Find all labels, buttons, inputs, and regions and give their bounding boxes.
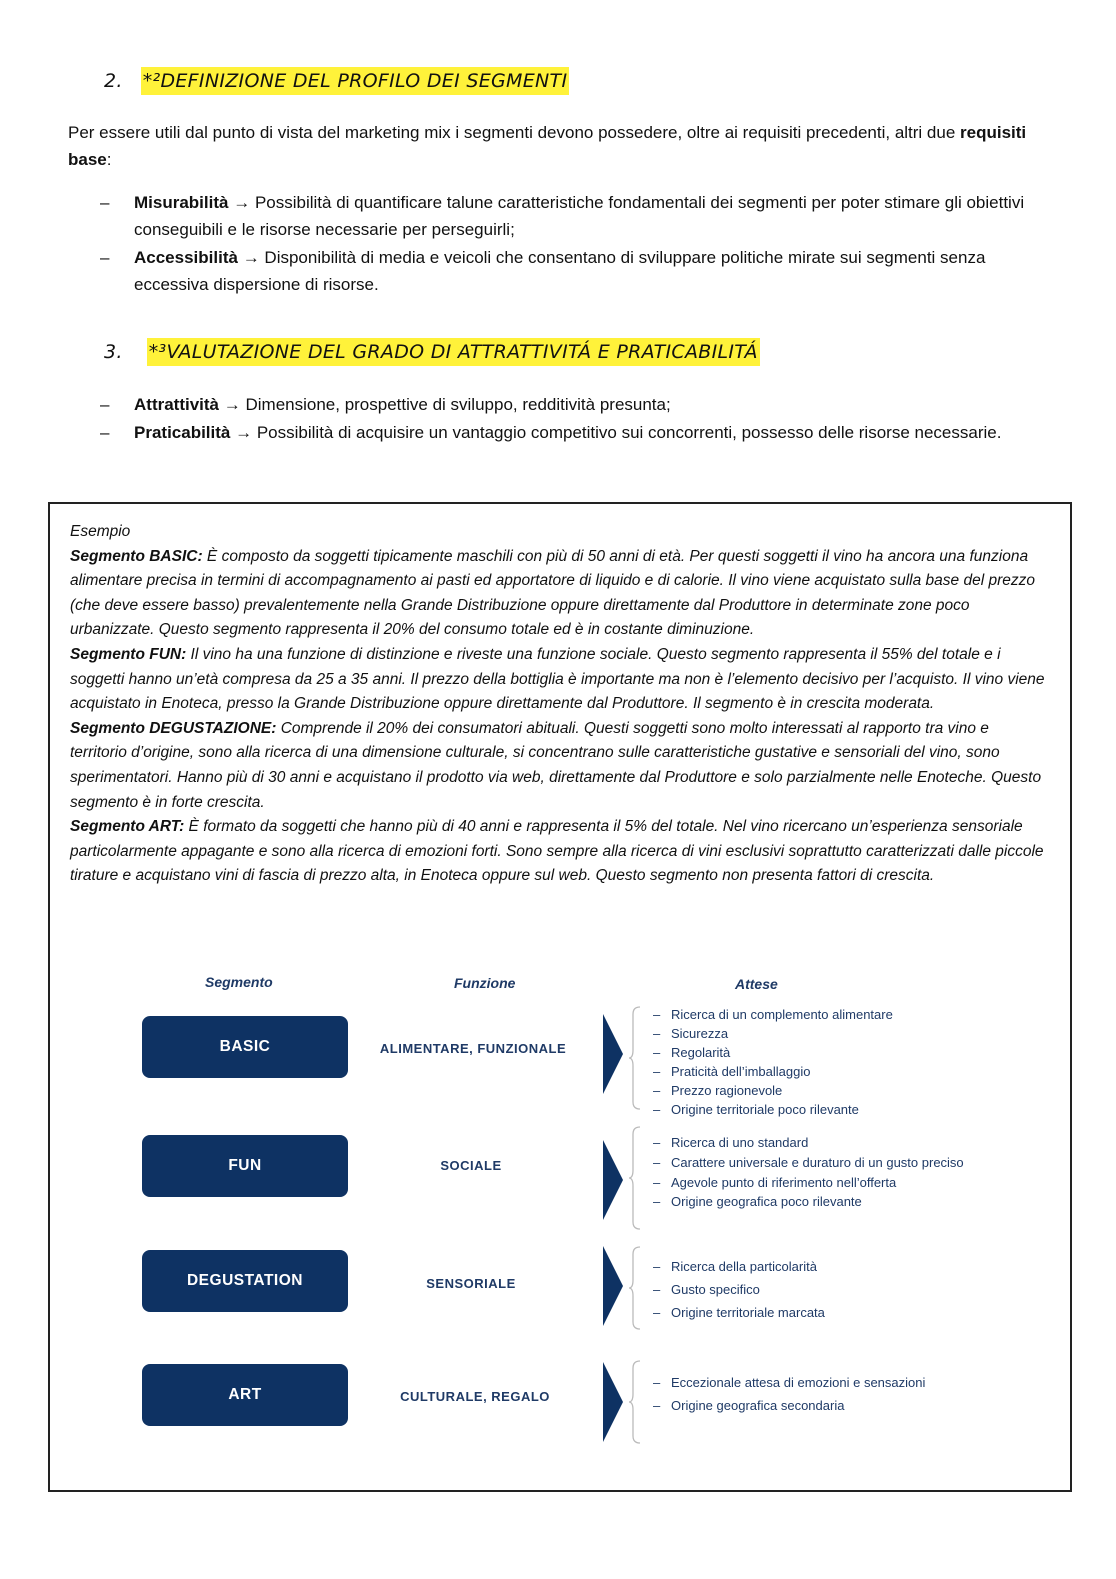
- arrow-right-icon: →: [242, 248, 260, 267]
- section-2-heading: [104, 70, 569, 92]
- section-2-title: *²DEFINIZIONE DEL PROFILO DEI SEGMENTI: [141, 67, 570, 95]
- header-funzione: Funzione: [454, 975, 516, 991]
- chevron-right-icon: [603, 1246, 625, 1326]
- segment-description: È composto da soggetti tipicamente maschili con più di 50 anni di età. Per questi soggetti il vino ha ancora una funziona alimentare precisa in termini di accompagnamento ai pasti ed apportatore di liquido e di calorie. Il vino viene acquistato sulla base del prezzo (che deve essere basso) prevalentemente nella Grande Distribuzione oppure direttamente dal Produttore in determinate zone poco urbanizzate. Questo segmento rappresenta il 20% del consumo totale ed è in costante diminuzione.: [70, 547, 1035, 639]
- brace-icon: [628, 1126, 642, 1230]
- example-box: [48, 502, 1072, 1492]
- bullet-attrattivita: [100, 391, 1044, 418]
- expectation-item: – Eccezionale attesa di emozioni e sensazioni: [653, 1374, 993, 1392]
- segment-box-degustation: DEGUSTATION: [142, 1250, 348, 1312]
- bullet-term: Accessibilità: [134, 248, 238, 267]
- expectation-item: – Sicurezza: [653, 1025, 993, 1043]
- expectation-item: – Gusto specifico: [653, 1281, 993, 1299]
- example-paragraph: [70, 717, 1050, 815]
- bullet-dash: –: [100, 248, 110, 267]
- expectation-item: – Regolarità: [653, 1044, 993, 1062]
- intro-end: :: [106, 150, 112, 169]
- example-paragraph: [70, 643, 1050, 717]
- chevron-right-icon: [603, 1362, 625, 1442]
- bullet-term: Praticabilità: [134, 423, 231, 442]
- arrow-right-icon: →: [223, 395, 241, 414]
- function-degustation: SENSORIALE: [426, 1276, 516, 1291]
- bullet-term: Attrattività: [134, 395, 220, 414]
- segment-title: Segmento ART:: [70, 818, 185, 836]
- segment-box-basic: BASIC: [142, 1016, 348, 1078]
- segment-title: Segmento FUN:: [70, 645, 187, 663]
- bullet-misurabilita: [100, 189, 1044, 243]
- arrow-right-icon: →: [235, 423, 253, 442]
- bullet-term: Misurabilità: [134, 193, 229, 212]
- bullet-dash: –: [100, 423, 110, 442]
- segment-title: Segmento DEGUSTAZIONE:: [70, 719, 277, 737]
- expectation-item: – Agevole punto di riferimento nell’offerta: [653, 1174, 993, 1192]
- function-basic: ALIMENTARE, FUNZIONALE: [379, 1041, 567, 1056]
- segment-description: Comprende il 20% dei consumatori abituali. Questi soggetti sono molto interessati al rapporto tra vino e territorio d’origine, sono alla ricerca di una dimensione culturale, si concentrano sulle caratteristiche gustative e sensoriali del vino, sono sperimentatori. Hanno più di 30 anni e acquistano il prodotto via web, direttamente dal Produttore e solo parzialmente nelle Enoteche. Questo segmento è in forte crescita.: [70, 719, 1042, 811]
- brace-icon: [628, 1246, 642, 1330]
- expectation-item: – Ricerca di un complemento alimentare: [653, 1006, 993, 1024]
- expectation-item: – Origine geografica secondaria: [653, 1397, 993, 1415]
- segment-description: È formato da soggetti che hanno più di 40 anni e rappresenta il 5% del totale. Nel vino ricercano un’esperienza sensoriale particolarmente appagante e sono alla ricerca di emozioni forti. Sono sempre alla ricerca di vini esclusivi soprattutto caratterizzati dalle piccole tirature e acquistano vini di fascia di prezzo alta, in Enoteca oppure sul web. Questo segmento non presenta fattori di crescita.: [70, 818, 1044, 885]
- example-label: Esempio: [70, 523, 131, 540]
- brace-icon: [628, 1006, 642, 1110]
- bullet-text: Disponibilità di media e veicoli che consentano di sviluppare politiche mirate sui segmenti senza eccessiva dispersione di risorse.: [134, 248, 986, 294]
- expectation-item: – Ricerca della particolarità: [653, 1258, 993, 1276]
- expectation-item: – Origine territoriale marcata: [653, 1304, 993, 1322]
- expectations-art: [653, 1374, 993, 1416]
- header-segmento: Segmento: [205, 974, 273, 990]
- expectations-fun: [653, 1134, 993, 1212]
- section-3-heading: [104, 341, 760, 363]
- chevron-right-icon: [603, 1140, 625, 1220]
- segment-box-fun: FUN: [142, 1135, 348, 1197]
- example-paragraph: [70, 815, 1050, 889]
- expectations-degustation: [653, 1258, 993, 1323]
- example-text: [70, 520, 1050, 889]
- bullet-dash: –: [100, 193, 110, 212]
- bullet-text: Possibilità di acquisire un vantaggio competitivo sui concorrenti, possesso delle risorse necessarie.: [256, 423, 1002, 442]
- bullet-dash: –: [100, 395, 110, 414]
- section-3-title: *³VALUTAZIONE DEL GRADO DI ATTRATTIVITÁ E PRATICABILITÁ: [147, 338, 760, 366]
- chevron-right-icon: [603, 1014, 625, 1094]
- section-3-number: 3.: [104, 341, 123, 363]
- expectation-item: – Carattere universale e duraturo di un gusto preciso: [653, 1155, 993, 1170]
- header-attese: Attese: [735, 976, 778, 992]
- intro-text: Per essere utili dal punto di vista del marketing mix i segmenti devono possedere, oltre ai requisiti precedenti, altri due: [68, 123, 961, 142]
- bullet-praticabilita: [100, 419, 1014, 446]
- expectation-item: – Origine territoriale poco rilevante: [653, 1101, 993, 1119]
- bullet-text: Possibilità di quantificare talune caratteristiche fondamentali dei segmenti per poter stimare gli obiettivi conseguibili e le risorse necessarie per perseguirli;: [134, 193, 1025, 239]
- expectation-item: – Prezzo ragionevole: [653, 1082, 993, 1100]
- segment-box-art: ART: [142, 1364, 348, 1426]
- example-paragraph: [70, 545, 1050, 643]
- function-art: CULTURALE, REGALO: [400, 1389, 550, 1404]
- function-fun: SOCIALE: [440, 1158, 502, 1173]
- expectations-basic: [653, 1006, 993, 1120]
- brace-icon: [628, 1360, 642, 1444]
- intro-bold: requisiti base: [68, 123, 1027, 169]
- section-2-intro: [68, 119, 1048, 173]
- expectation-item: – Origine geografica poco rilevante: [653, 1193, 993, 1211]
- arrow-right-icon: →: [233, 193, 251, 212]
- segment-description: Il vino ha una funzione di distinzione e riveste una funzione sociale. Questo segmento rappresenta il 55% del totale e i soggetti hanno un’età compresa da 25 a 35 anni. Il prezzo della bottiglia è importante ma non è l’elemento decisivo per l’acquisto. Il vino viene acquistato in Enoteca, presso la Grande Distribuzione oppure direttamente dal Produttore. Il segmento è in crescita moderata.: [70, 645, 1045, 713]
- bullet-text: Dimensione, prospettive di sviluppo, redditività presunta;: [245, 395, 671, 414]
- segment-title: Segmento BASIC:: [70, 547, 203, 565]
- expectation-item: – Ricerca di uno standard: [653, 1134, 993, 1152]
- expectation-item: – Praticità dell’imballaggio: [653, 1063, 993, 1081]
- bullet-accessibilita: [100, 244, 1044, 298]
- section-2-number: 2.: [104, 70, 123, 92]
